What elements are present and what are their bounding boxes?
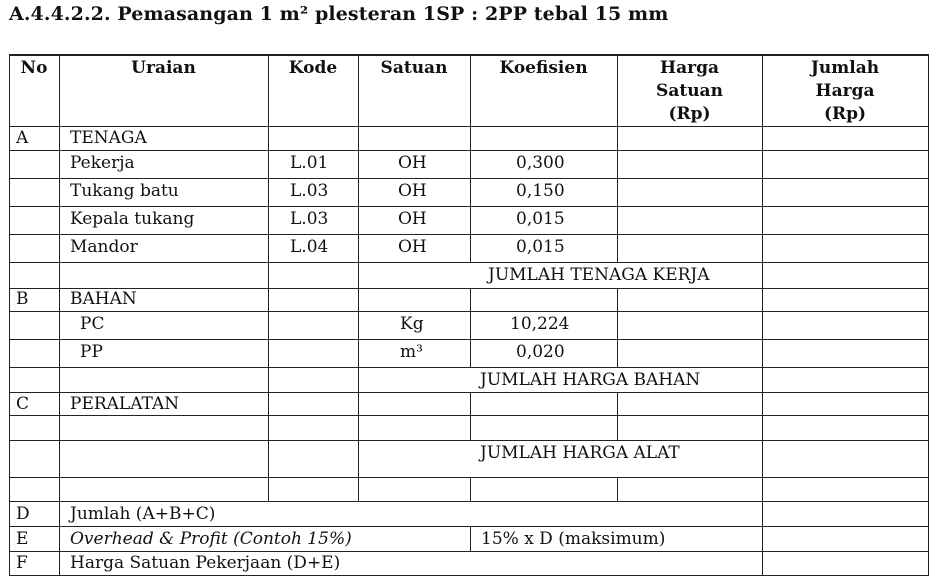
tenaga-total-label: JUMLAH TENAGA KERJA xyxy=(488,265,710,285)
bahan-satuan: Kg xyxy=(400,314,424,334)
tenaga-koefisien: 0,150 xyxy=(516,181,565,201)
bahan-uraian: PP xyxy=(80,342,103,362)
table-border-bottom xyxy=(9,575,929,576)
summary-label-f: Harga Satuan Pekerjaan (D+E) xyxy=(70,553,341,573)
tenaga-kode: L.01 xyxy=(290,153,329,173)
col-divider xyxy=(470,526,471,551)
header-kode: Kode xyxy=(288,58,338,78)
col-divider xyxy=(470,392,471,440)
tenaga-satuan: OH xyxy=(398,153,427,173)
row-divider xyxy=(9,234,929,235)
tenaga-koefisien: 0,300 xyxy=(516,153,565,173)
summary-no-f: F xyxy=(16,553,28,573)
row-divider xyxy=(9,262,929,263)
col-divider xyxy=(358,54,359,501)
tenaga-uraian: Pekerja xyxy=(70,153,135,173)
tenaga-kode: L.04 xyxy=(290,237,329,257)
row-divider xyxy=(9,178,929,179)
summary-note-e: 15% x D (maksimum) xyxy=(481,529,666,549)
row-divider xyxy=(9,150,929,151)
section-label-tenaga: TENAGA xyxy=(70,128,147,148)
col-divider xyxy=(470,54,471,262)
summary-no-d: D xyxy=(16,504,30,524)
bahan-koefisien: 0,020 xyxy=(516,342,565,362)
col-divider xyxy=(617,477,618,501)
row-divider xyxy=(9,526,929,527)
col-divider xyxy=(762,54,763,576)
tenaga-uraian: Kepala tukang xyxy=(70,209,195,229)
bahan-uraian: PC xyxy=(80,314,105,334)
tenaga-koefisien: 0,015 xyxy=(516,209,565,229)
tenaga-koefisien: 0,015 xyxy=(516,237,565,257)
header-harga-satuan xyxy=(617,57,762,126)
row-divider xyxy=(9,551,929,552)
bahan-koefisien: 10,224 xyxy=(510,314,570,334)
peralatan-total-label: JUMLAH HARGA ALAT xyxy=(480,443,680,463)
bahan-satuan: m³ xyxy=(400,342,423,362)
section-no-c: C xyxy=(16,394,30,414)
col-divider xyxy=(268,54,269,501)
tenaga-kode: L.03 xyxy=(290,209,329,229)
row-divider xyxy=(9,392,929,393)
row-divider xyxy=(9,311,929,312)
col-divider xyxy=(59,54,60,576)
col-divider xyxy=(470,288,471,367)
header-harga-satuan-line1: Harga xyxy=(660,58,719,78)
tenaga-satuan: OH xyxy=(398,237,427,257)
header-no: No xyxy=(20,58,48,78)
page-title: A.4.4.2.2. Pemasangan 1 m² plesteran 1SP : 2PP tebal 15 mm xyxy=(9,3,669,25)
section-no-a: A xyxy=(16,128,29,148)
tenaga-satuan: OH xyxy=(398,181,427,201)
header-jumlah-harga xyxy=(762,57,928,126)
row-divider xyxy=(9,206,929,207)
summary-label-e: Overhead & Profit (Contoh 15%) xyxy=(70,529,352,549)
row-divider xyxy=(9,440,929,441)
col-divider xyxy=(470,477,471,501)
tenaga-uraian: Mandor xyxy=(70,237,138,257)
row-divider xyxy=(9,339,929,340)
row-divider xyxy=(9,415,929,416)
section-no-b: B xyxy=(16,289,29,309)
tenaga-kode: L.03 xyxy=(290,181,329,201)
table-border-right xyxy=(928,54,929,576)
col-divider xyxy=(617,392,618,440)
section-label-peralatan: PERALATAN xyxy=(70,394,180,414)
header-uraian: Uraian xyxy=(131,58,196,78)
col-divider xyxy=(617,288,618,367)
section-label-bahan: BAHAN xyxy=(70,289,137,309)
summary-no-e: E xyxy=(16,529,29,549)
bahan-total-label: JUMLAH HARGA BAHAN xyxy=(480,370,701,390)
header-satuan: Satuan xyxy=(380,58,448,78)
header-koefisien: Koefisien xyxy=(499,58,588,78)
header-harga-satuan-line2: Satuan xyxy=(656,81,723,101)
header-harga-satuan-line3: (Rp) xyxy=(668,104,711,124)
header-jumlah-harga-line2: Harga xyxy=(815,81,875,101)
table-border-top xyxy=(9,54,929,56)
row-divider xyxy=(9,126,929,127)
table-border-left xyxy=(9,54,10,576)
tenaga-uraian: Tukang batu xyxy=(70,181,179,201)
row-divider xyxy=(9,501,929,502)
summary-label-d: Jumlah (A+B+C) xyxy=(70,504,216,524)
header-jumlah-harga-line1: Jumlah xyxy=(810,58,880,78)
tenaga-satuan: OH xyxy=(398,209,427,229)
row-divider xyxy=(9,477,929,478)
row-divider xyxy=(9,367,929,368)
row-divider xyxy=(9,288,929,289)
header-jumlah-harga-line3: (Rp) xyxy=(823,104,867,124)
